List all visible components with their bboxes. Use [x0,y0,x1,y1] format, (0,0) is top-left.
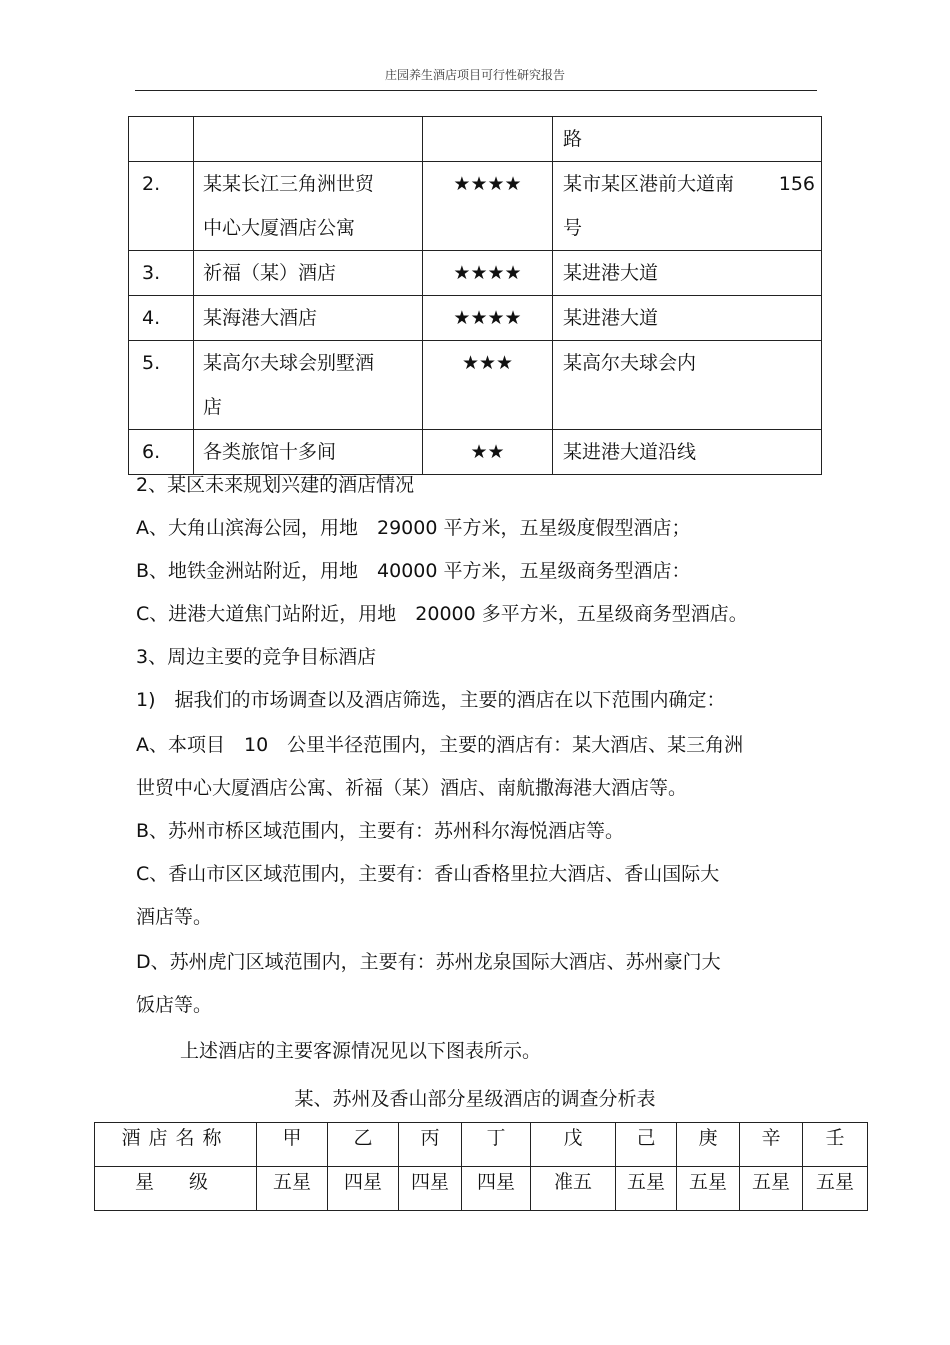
cell-address-line1: 某市某区港前大道南 [563,173,735,195]
cell-name-line1: 某高尔夫球会别墅酒 [203,352,375,374]
cell-address [553,162,822,251]
cell-name: 各类旅馆十多间 [194,430,423,475]
cell-address-line2: 号 [563,217,583,239]
paragraph: 世贸中心大厦酒店公寓、祈福（某）酒店、南航撒海港大酒店等。 [136,777,688,799]
paragraph: 上述酒店的主要客源情况见以下图表所示。 [180,1040,542,1062]
cell-name [194,341,423,430]
table-row [95,1167,868,1211]
section-heading: 3、周边主要的竞争目标酒店 [136,646,377,668]
table-row [129,251,822,296]
cell-stars: ★★★★ [423,251,553,296]
table-row [95,1123,868,1167]
cell-name: 某海港大酒店 [194,296,423,341]
cell-no: 3. [129,251,194,296]
table-row [129,430,822,475]
survey-table [94,1122,868,1211]
table-row [129,296,822,341]
paragraph: A、大角山滨海公园，用地 29000 平方米，五星级度假型酒店； [136,517,691,539]
cell-address-number: 156 [778,173,815,195]
hotel-table [128,116,822,475]
table-caption: 某、苏州及香山部分星级酒店的调查分析表 [294,1088,656,1110]
paragraph: 酒店等。 [136,906,213,928]
paragraph: C、香山市区区域范围内，主要有：香山香格里拉大酒店、香山国际大 [136,863,720,885]
paragraph: 饭店等。 [136,994,213,1016]
cell-no: 4. [129,296,194,341]
table-row [129,117,822,162]
grade-cell: 五星 [616,1167,677,1211]
grade-cell: 四星 [462,1167,531,1211]
header-divider [135,90,817,91]
hotel-name-cell: 丁 [462,1123,531,1167]
grade-cell: 五星 [677,1167,740,1211]
cell-stars: ★★★★ [423,162,553,251]
cell-no: 6. [129,430,194,475]
table-row [129,162,822,251]
hotel-name-cell: 庚 [677,1123,740,1167]
cell-stars: ★★★ [423,341,553,430]
row-label: 星 级 [95,1167,257,1211]
cell-address: 某高尔夫球会内 [553,341,822,430]
cell-address: 某进港大道 [553,296,822,341]
cell-stars: ★★★★ [423,296,553,341]
hotel-name-cell: 丙 [399,1123,462,1167]
paragraph: C、进港大道焦门站附近，用地 20000 多平方米，五星级商务型酒店。 [136,603,748,625]
grade-cell: 五星 [257,1167,328,1211]
cell-address: 路 [553,117,822,162]
hotel-name-cell: 戊 [531,1123,616,1167]
cell-address: 某进港大道沿线 [553,430,822,475]
page-header: 庄园养生酒店项目可行性研究报告 [384,68,565,82]
grade-cell: 五星 [740,1167,803,1211]
paragraph: B、苏州市桥区域范围内，主要有：苏州科尔海悦酒店等。 [136,820,625,842]
cell-no: 5. [129,341,194,430]
paragraph: D、苏州虎门区域范围内，主要有：苏州龙泉国际大酒店、苏州豪门大 [136,951,721,973]
paragraph: A、本项目 10 公里半径范围内，主要的酒店有：某大酒店、某三角洲 [136,734,744,756]
cell-name: 祈福（某）酒店 [194,251,423,296]
grade-cell: 四星 [328,1167,399,1211]
cell-no [129,117,194,162]
paragraph: B、地铁金洲站附近，用地 40000 平方米，五星级商务型酒店： [136,560,691,582]
cell-name [194,162,423,251]
cell-stars: ★★ [423,430,553,475]
table-row [129,341,822,430]
cell-no: 2. [129,162,194,251]
cell-name-line2: 中心大厦酒店公寓 [203,217,356,239]
hotel-name-cell: 壬 [803,1123,868,1167]
row-label: 酒店名称 [95,1123,257,1167]
paragraph: 1) 据我们的市场调查以及酒店筛选，主要的酒店在以下范围内确定： [136,689,726,711]
cell-name [194,117,423,162]
grade-cell: 准五 [531,1167,616,1211]
section-heading: 2、某区未来规划兴建的酒店情况 [136,474,415,496]
hotel-name-cell: 乙 [328,1123,399,1167]
hotel-name-cell: 甲 [257,1123,328,1167]
cell-address: 某进港大道 [553,251,822,296]
grade-cell: 五星 [803,1167,868,1211]
cell-name-line2: 店 [203,396,223,418]
cell-stars [423,117,553,162]
grade-cell: 四星 [399,1167,462,1211]
hotel-name-cell: 辛 [740,1123,803,1167]
hotel-name-cell: 己 [616,1123,677,1167]
cell-name-line1: 某某长江三角洲世贸 [203,173,375,195]
